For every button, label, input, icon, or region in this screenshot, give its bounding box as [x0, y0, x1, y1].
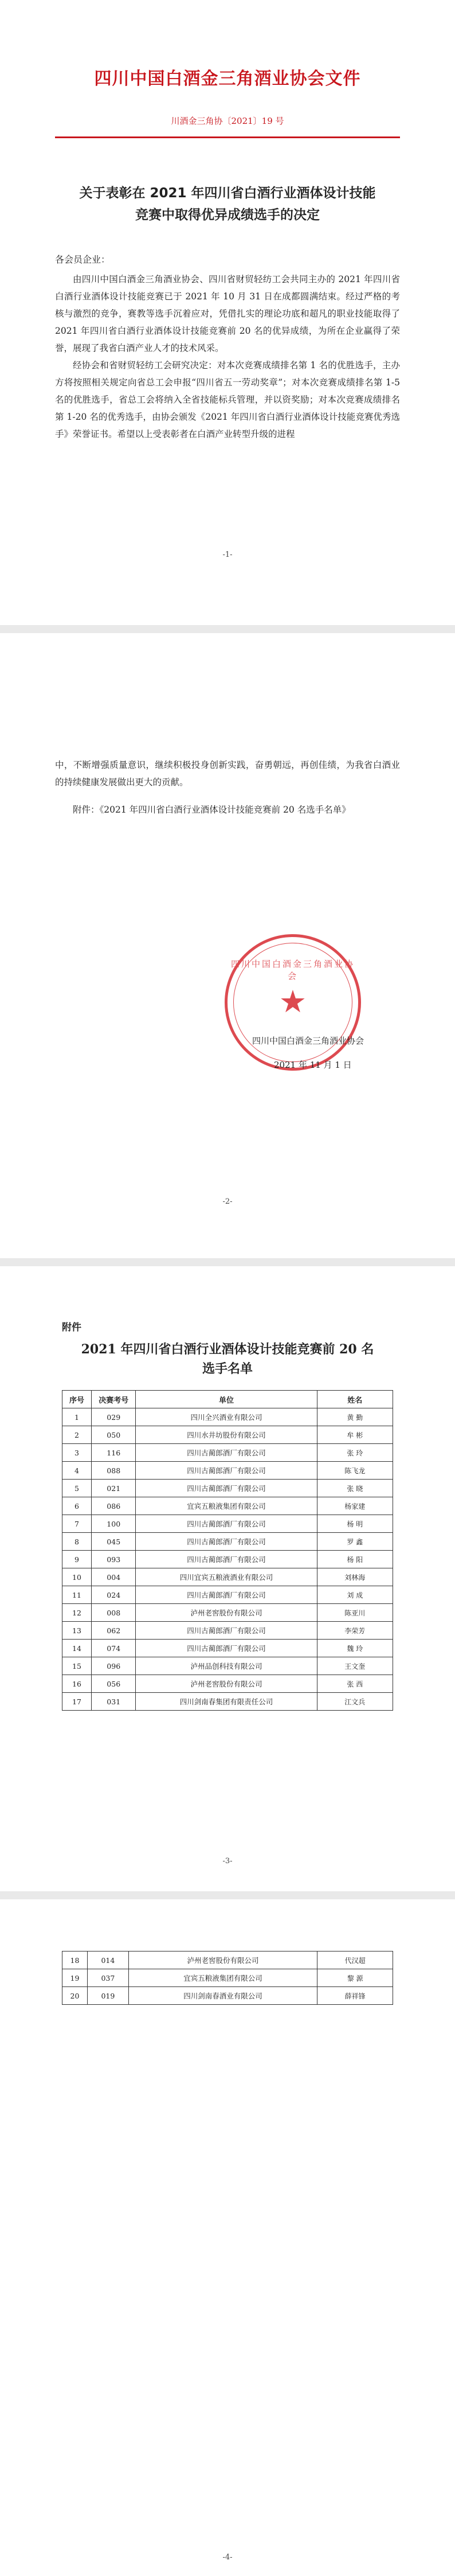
- page-number: -2-: [222, 1197, 233, 1206]
- contestant-name-cell: 牟 彬: [317, 1426, 393, 1444]
- company-cell: 四川古蔺郎酒厂有限公司: [136, 1533, 317, 1551]
- company-cell: 四川古蔺郎酒厂有限公司: [136, 1515, 317, 1533]
- company-cell: 四川古蔺郎酒厂有限公司: [136, 1640, 317, 1657]
- contestant-name-cell: 薛祥锋: [317, 1987, 393, 2005]
- paragraph: 经协会和省财贸轻纺工会研究决定：对本次竞赛成绩排名第 1 名的优胜选手，主办方将按照相关规定向省总工会申报“四川省五一劳动奖章”；对本次竞赛成绩排名第 1-5 名的优胜选手，省总工会将纳入全省技能标兵管理，并以资奖励；对本次竞赛成绩排名第 1-20 名的优秀选手，由协会颁发《2021 年四川省白酒行业酒体设计技能竞赛优秀选手》荣誉证书。希望以上受表彰者在白酒产业转型升级的进程: [55, 360, 400, 439]
- rank-cell: 15: [62, 1657, 92, 1675]
- rank-cell: 19: [62, 1969, 88, 1987]
- exam-number-cell: 024: [91, 1586, 136, 1604]
- table-row: [62, 1515, 393, 1533]
- contestant-name-cell: 张 玲: [317, 1444, 393, 1462]
- contestant-name-cell: 陈亚川: [317, 1604, 393, 1622]
- table-row: [62, 1480, 393, 1497]
- table-row: [62, 1462, 393, 1480]
- exam-number-cell: 088: [91, 1462, 136, 1480]
- signature-date: 2021 年 11 月 1 日: [274, 1060, 352, 1070]
- page-1: [0, 0, 455, 625]
- contestant-name-cell: 代汉超: [317, 1951, 393, 1969]
- table-row: [62, 1444, 393, 1462]
- seal-text: 四川中国白酒金三角酒业协会: [230, 959, 355, 981]
- exam-number-cell: 062: [91, 1622, 136, 1640]
- exam-number-cell: 050: [91, 1426, 136, 1444]
- rank-cell: 14: [62, 1640, 92, 1657]
- table-row: [62, 1408, 393, 1426]
- exam-number-cell: 045: [91, 1533, 136, 1551]
- exam-number-cell: 056: [91, 1675, 136, 1693]
- table-body: [62, 1408, 393, 1711]
- contestant-name-cell: 魏 玲: [317, 1640, 393, 1657]
- exam-number-cell: 004: [91, 1568, 136, 1586]
- page-number: -3-: [222, 1857, 233, 1865]
- contestant-name-cell: 张 西: [317, 1675, 393, 1693]
- column-header: 单位: [136, 1391, 317, 1408]
- exam-number-cell: 014: [87, 1951, 128, 1969]
- contestant-name-cell: 杨家建: [317, 1497, 393, 1515]
- winners-table: [62, 1390, 393, 1711]
- column-header: 序号: [62, 1391, 92, 1408]
- column-header: 决赛考号: [91, 1391, 136, 1408]
- table-row: [62, 1987, 393, 2005]
- company-cell: 宜宾五粮液集团有限公司: [128, 1969, 317, 1987]
- table-row: [62, 1604, 393, 1622]
- table-row: [62, 1951, 393, 1969]
- page-number: -1-: [222, 551, 233, 559]
- exam-number-cell: 037: [87, 1969, 128, 1987]
- company-cell: 四川古蔺郎酒厂有限公司: [136, 1551, 317, 1568]
- body-text: [55, 271, 400, 443]
- company-cell: 四川古蔺郎酒厂有限公司: [136, 1462, 317, 1480]
- exam-number-cell: 074: [91, 1640, 136, 1657]
- rank-cell: 20: [62, 1987, 88, 2005]
- company-cell: 四川古蔺郎酒厂有限公司: [136, 1586, 317, 1604]
- rank-cell: 16: [62, 1675, 92, 1693]
- contestant-name-cell: 罗 鑫: [317, 1533, 393, 1551]
- annex-label: 附件: [62, 1322, 81, 1333]
- table-row: [62, 1426, 393, 1444]
- table-body: [62, 1951, 393, 2005]
- company-cell: 四川古蔺郎酒厂有限公司: [136, 1444, 317, 1462]
- paragraph: 由四川中国白酒金三角酒业协会、四川省财贸轻纺工会共同主办的 2021 年四川省白酒行业酒体设计技能竞赛已于 2021 年 10 月 31 日在成都圆满结束。经过严格的考核与激烈的竞争，赛教等选手沉着应对，凭借扎实的理论功底和超凡的职业技能取得了 2021 年四川省白酒行业酒体设计技能竞赛前 20 名的优异成绩，为所在企业赢得了荣誉，展现了我省白酒产业人才的技术风采。: [55, 274, 400, 353]
- page-3: [0, 1266, 455, 1891]
- exam-number-cell: 096: [91, 1657, 136, 1675]
- contestant-name-cell: 张 晓: [317, 1480, 393, 1497]
- table-header-row: [62, 1391, 393, 1408]
- company-cell: 泸州老窖股份有限公司: [136, 1604, 317, 1622]
- table-row: [62, 1533, 393, 1551]
- company-cell: 四川水井坊股份有限公司: [136, 1426, 317, 1444]
- company-cell: 四川古蔺郎酒厂有限公司: [136, 1622, 317, 1640]
- exam-number-cell: 029: [91, 1408, 136, 1426]
- page-number: -4-: [222, 2553, 233, 2562]
- attachment-note: 附件：《2021 年四川省白酒行业酒体设计技能竞赛前 20 名选手名单》: [73, 805, 351, 815]
- rank-cell: 7: [62, 1515, 92, 1533]
- rank-cell: 1: [62, 1408, 92, 1426]
- red-divider-line: [55, 136, 400, 138]
- table-row: [62, 1586, 393, 1604]
- body-text: [55, 756, 400, 818]
- rank-cell: 12: [62, 1604, 92, 1622]
- rank-cell: 5: [62, 1480, 92, 1497]
- contestant-name-cell: 黄 勤: [317, 1408, 393, 1426]
- exam-number-cell: 031: [91, 1693, 136, 1711]
- rank-cell: 10: [62, 1568, 92, 1586]
- exam-number-cell: 008: [91, 1604, 136, 1622]
- table-row: [62, 1657, 393, 1675]
- rank-cell: 4: [62, 1462, 92, 1480]
- page-2: [0, 633, 455, 1258]
- table-row: [62, 1640, 393, 1657]
- company-cell: 四川宜宾五粮液酒业有限公司: [136, 1568, 317, 1586]
- table-row: [62, 1693, 393, 1711]
- document-header-title: 四川中国白酒金三角酒业协会文件: [94, 69, 361, 89]
- exam-number-cell: 093: [91, 1551, 136, 1568]
- contestant-name-cell: 刘 成: [317, 1586, 393, 1604]
- table-row: [62, 1568, 393, 1586]
- contestant-name-cell: 杨 明: [317, 1515, 393, 1533]
- document-title: 关于表彰在 2021 年四川省白酒行业酒体设计技能竞赛中取得优异成绩选手的决定: [79, 186, 376, 223]
- seal-star-icon: ★: [279, 983, 307, 1020]
- exam-number-cell: 019: [87, 1987, 128, 2005]
- rank-cell: 18: [62, 1951, 88, 1969]
- company-cell: 四川剑南春集团有限责任公司: [136, 1693, 317, 1711]
- contestant-name-cell: 杨 阳: [317, 1551, 393, 1568]
- table-row: [62, 1675, 393, 1693]
- contestant-name-cell: 李荣芳: [317, 1622, 393, 1640]
- signature-organization: 四川中国白酒金三角酒业协会: [252, 1036, 364, 1046]
- company-cell: 四川剑南春酒业有限公司: [128, 1987, 317, 2005]
- company-cell: 宜宾五粮液集团有限公司: [136, 1497, 317, 1515]
- company-cell: 泸州老窖股份有限公司: [136, 1675, 317, 1693]
- table-row: [62, 1969, 393, 1987]
- rank-cell: 17: [62, 1693, 92, 1711]
- table-row: [62, 1622, 393, 1640]
- company-cell: 四川古蔺郎酒厂有限公司: [136, 1480, 317, 1497]
- table-row: [62, 1551, 393, 1568]
- rank-cell: 9: [62, 1551, 92, 1568]
- exam-number-cell: 100: [91, 1515, 136, 1533]
- company-cell: 泸州老窖股份有限公司: [128, 1951, 317, 1969]
- company-cell: 四川全兴酒业有限公司: [136, 1408, 317, 1426]
- rank-cell: 13: [62, 1622, 92, 1640]
- list-title: 2021 年四川省白酒行业酒体设计技能竞赛前 20 名选手名单: [81, 1342, 374, 1376]
- document-number: 川酒金三角协〔2021〕19 号: [171, 116, 284, 126]
- rank-cell: 6: [62, 1497, 92, 1515]
- contestant-name-cell: 陈飞龙: [317, 1462, 393, 1480]
- official-seal: [225, 934, 361, 1071]
- column-header: 姓名: [317, 1391, 393, 1408]
- exam-number-cell: 086: [91, 1497, 136, 1515]
- page-4: [0, 1899, 455, 2576]
- salutation: 各会员企业：: [55, 254, 111, 265]
- contestant-name-cell: 王文奎: [317, 1657, 393, 1675]
- rank-cell: 2: [62, 1426, 92, 1444]
- table-row: [62, 1497, 393, 1515]
- rank-cell: 8: [62, 1533, 92, 1551]
- contestant-name-cell: 江文兵: [317, 1693, 393, 1711]
- company-cell: 泸州品创科技有限公司: [136, 1657, 317, 1675]
- contestant-name-cell: 黎 源: [317, 1969, 393, 1987]
- contestant-name-cell: 刘林海: [317, 1568, 393, 1586]
- rank-cell: 11: [62, 1586, 92, 1604]
- exam-number-cell: 021: [91, 1480, 136, 1497]
- paragraph: 中，不断增强质量意识，继续积极投身创新实践，奋勇朝远，再创佳绩，为我省白酒业的持续健康发展做出更大的贡献。: [55, 760, 400, 787]
- winners-table-continued: [62, 1951, 393, 2005]
- exam-number-cell: 116: [91, 1444, 136, 1462]
- rank-cell: 3: [62, 1444, 92, 1462]
